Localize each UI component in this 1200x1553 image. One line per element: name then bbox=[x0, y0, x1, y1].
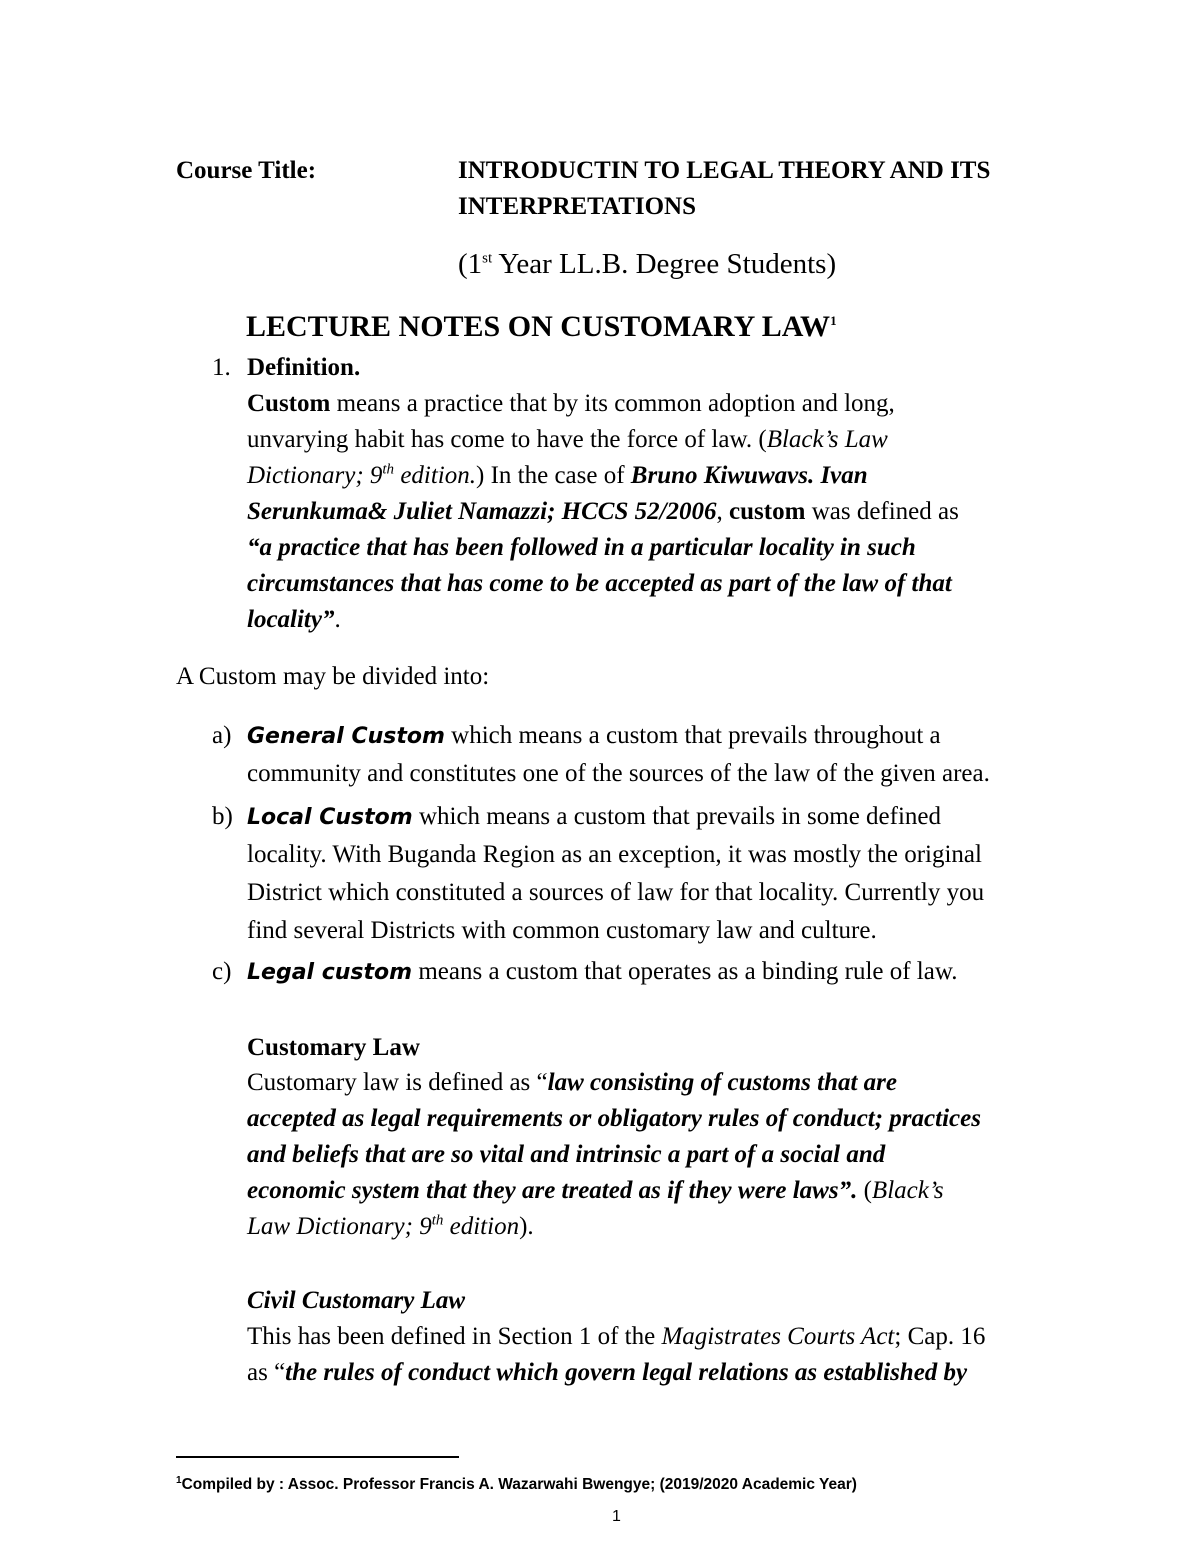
customary-law-line bbox=[247, 1213, 534, 1241]
list-marker: c) bbox=[212, 958, 232, 985]
civil-customary-law-line bbox=[247, 1359, 967, 1387]
citation-run: edition. bbox=[394, 462, 476, 489]
text-run: , bbox=[716, 498, 730, 525]
list-item-line: find several Districts with common customary law and culture. bbox=[247, 917, 877, 944]
course-title-label: Course Title: bbox=[176, 157, 317, 184]
text-run: . bbox=[334, 606, 341, 633]
page-number: 1 bbox=[612, 1508, 621, 1525]
text-run: which means a custom that prevails in some defined bbox=[412, 803, 942, 830]
section1-line bbox=[247, 390, 895, 418]
list-item-line: community and constitutes one of the sources of the law of the given area. bbox=[247, 760, 990, 787]
customary-law-line bbox=[247, 1177, 944, 1205]
definition-quote-line: law consisting of customs that are bbox=[547, 1069, 897, 1096]
list-item-line bbox=[247, 803, 941, 831]
section1-line bbox=[247, 426, 888, 454]
definition-quote-line: locality” bbox=[247, 606, 335, 633]
customary-law-line bbox=[247, 1069, 897, 1097]
citation-run: edition bbox=[443, 1213, 520, 1240]
footnote-text: Compiled by : Assoc. Professor Francis A. Wazarwahi Bwengye; (2019/2020 Academic Year) bbox=[181, 1476, 857, 1493]
text-run: which means a custom that prevails throughout a bbox=[444, 722, 941, 749]
year-prefix: (1 bbox=[458, 248, 483, 280]
definition-quote-line: circumstances that has come to be accepted as part of the law of that bbox=[247, 570, 952, 597]
list-item-term: Local Custom bbox=[247, 805, 413, 830]
lecture-title bbox=[246, 310, 837, 344]
customary-law-heading: Customary Law bbox=[247, 1034, 420, 1061]
definition-quote-line: “a practice that has been followed in a particular locality in such bbox=[247, 534, 916, 561]
definition-quote-line: economic system that they are treated as if they were laws”. bbox=[247, 1177, 858, 1204]
footnote bbox=[176, 1476, 857, 1494]
term-custom: custom bbox=[729, 498, 806, 525]
list-item-term: Legal custom bbox=[247, 960, 413, 985]
footnote-marker: 1 bbox=[176, 1474, 182, 1486]
citation-run: Black’s Law bbox=[766, 426, 888, 453]
list-item-term: General Custom bbox=[247, 724, 445, 749]
section1-line bbox=[247, 606, 341, 634]
text-run: ; Cap. 16 bbox=[894, 1323, 986, 1350]
text-run: as “ bbox=[247, 1359, 286, 1386]
text-run: ). bbox=[519, 1213, 534, 1240]
citation-run: Law Dictionary; 9 bbox=[247, 1213, 432, 1240]
text-run: means a custom that operates as a binding rule of law. bbox=[412, 958, 958, 985]
superscript: th bbox=[382, 461, 395, 478]
year-sup: st bbox=[482, 250, 493, 267]
act-name: Magistrates Courts Act bbox=[661, 1323, 895, 1350]
list-item-line bbox=[247, 958, 958, 986]
term-custom: Custom bbox=[247, 390, 331, 417]
case-name: Serunkuma& Juliet Namazzi; HCCS 52/2006 bbox=[247, 498, 717, 525]
course-title-line1: INTRODUCTIN TO LEGAL THEORY AND ITS bbox=[458, 157, 991, 184]
citation-run: Black’s bbox=[871, 1177, 944, 1204]
lecture-title-text: LECTURE NOTES ON CUSTOMARY LAW bbox=[246, 310, 831, 343]
section1-heading: Definition. bbox=[247, 354, 361, 381]
definition-quote-line: accepted as legal requirements or obligatory rules of conduct; practices bbox=[247, 1105, 981, 1132]
list-marker: b) bbox=[212, 803, 233, 830]
citation-run: Dictionary; 9 bbox=[247, 462, 383, 489]
civil-customary-law-line bbox=[247, 1323, 985, 1351]
text-run: ( bbox=[857, 1177, 872, 1204]
text-run: Customary law is defined as “ bbox=[247, 1069, 548, 1096]
definition-quote-line: the rules of conduct which govern legal relations as established by bbox=[285, 1359, 968, 1386]
case-name: Bruno Kiwuwavs. Ivan bbox=[630, 462, 868, 489]
superscript: th bbox=[431, 1212, 444, 1229]
year-suffix: Year LL.B. Degree Students) bbox=[492, 248, 837, 280]
section1-line bbox=[247, 498, 959, 526]
year-line bbox=[458, 248, 836, 281]
text-run: means a practice that by its common adoption and long, bbox=[330, 390, 895, 417]
text-run: unvarying habit has come to have the force of law. ( bbox=[247, 426, 767, 453]
text-run: This has been defined in Section 1 of the bbox=[247, 1323, 662, 1350]
text-run: was defined as bbox=[805, 498, 959, 525]
footnote-ref: 1 bbox=[830, 313, 837, 328]
course-title-line2: INTERPRETATIONS bbox=[458, 193, 697, 220]
list-item-line: locality. With Buganda Region as an exception, it was mostly the original bbox=[247, 841, 982, 868]
section1-line bbox=[247, 462, 868, 490]
definition-quote-line: and beliefs that are so vital and intrinsic a part of a social and bbox=[247, 1141, 886, 1168]
list-marker: a) bbox=[212, 722, 232, 749]
divided-intro: A Custom may be divided into: bbox=[176, 663, 490, 690]
text-run: ) In the case of bbox=[476, 462, 631, 489]
section1-number: 1. bbox=[212, 354, 231, 381]
list-item-line: District which constituted a sources of law for that locality. Currently you bbox=[247, 879, 985, 906]
civil-customary-law-heading: Civil Customary Law bbox=[247, 1287, 466, 1314]
list-item-line bbox=[247, 722, 941, 750]
footnote-separator bbox=[176, 1456, 459, 1458]
